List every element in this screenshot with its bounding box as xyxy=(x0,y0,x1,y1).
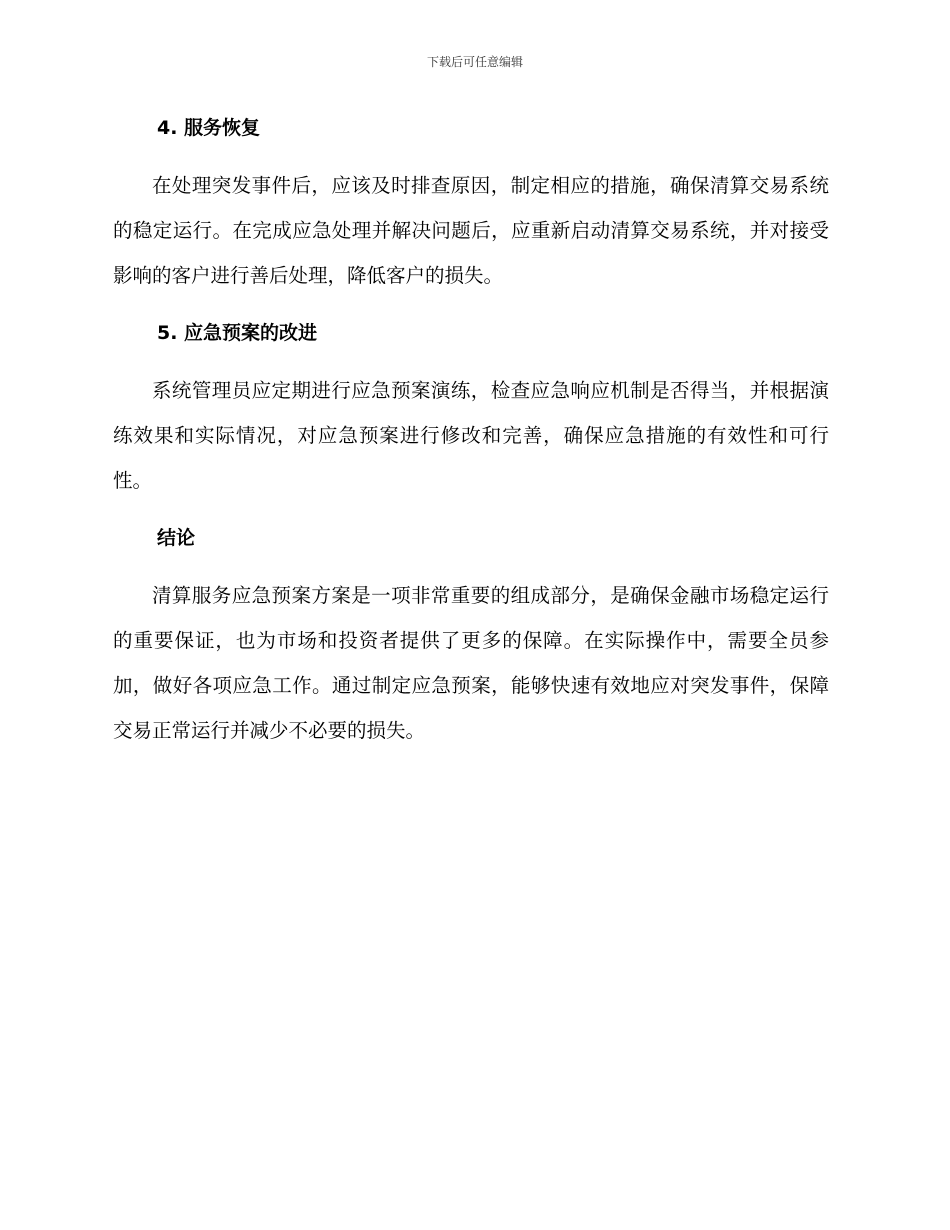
section-paragraph-service-recovery: 在处理突发事件后，应该及时排查原因，制定相应的措施，确保清算交易系统的稳定运行。在完成应急处理并解决问题后，应重新启动清算交易系统，并对接受影响的客户进行善后处理，降低客户的损失。 xyxy=(113,174,829,287)
section-paragraph-conclusion: 清算服务应急预案方案是一项非常重要的组成部分，是确保金融市场稳定运行的重要保证，也为市场和投资者提供了更多的保障。在实际操作中，需要全员参加，做好各项应急工作。通过制定应急预案，能够快速有效地应对突发事件，保障交易正常运行并减少不必要的损失。 xyxy=(113,584,829,742)
section-paragraph-plan-improvement: 系统管理员应定期进行应急预案演练，检查应急响应机制是否得当，并根据演练效果和实际情况，对应急预案进行修改和完善，确保应急措施的有效性和可行性。 xyxy=(113,379,829,492)
section-heading-service-recovery: 4. 服务恢复 xyxy=(157,117,261,139)
section-heading-conclusion: 结论 xyxy=(157,527,196,549)
page-header: 下载后可任意编辑 xyxy=(426,55,523,69)
section-heading-plan-improvement: 5. 应急预案的改进 xyxy=(157,322,318,344)
